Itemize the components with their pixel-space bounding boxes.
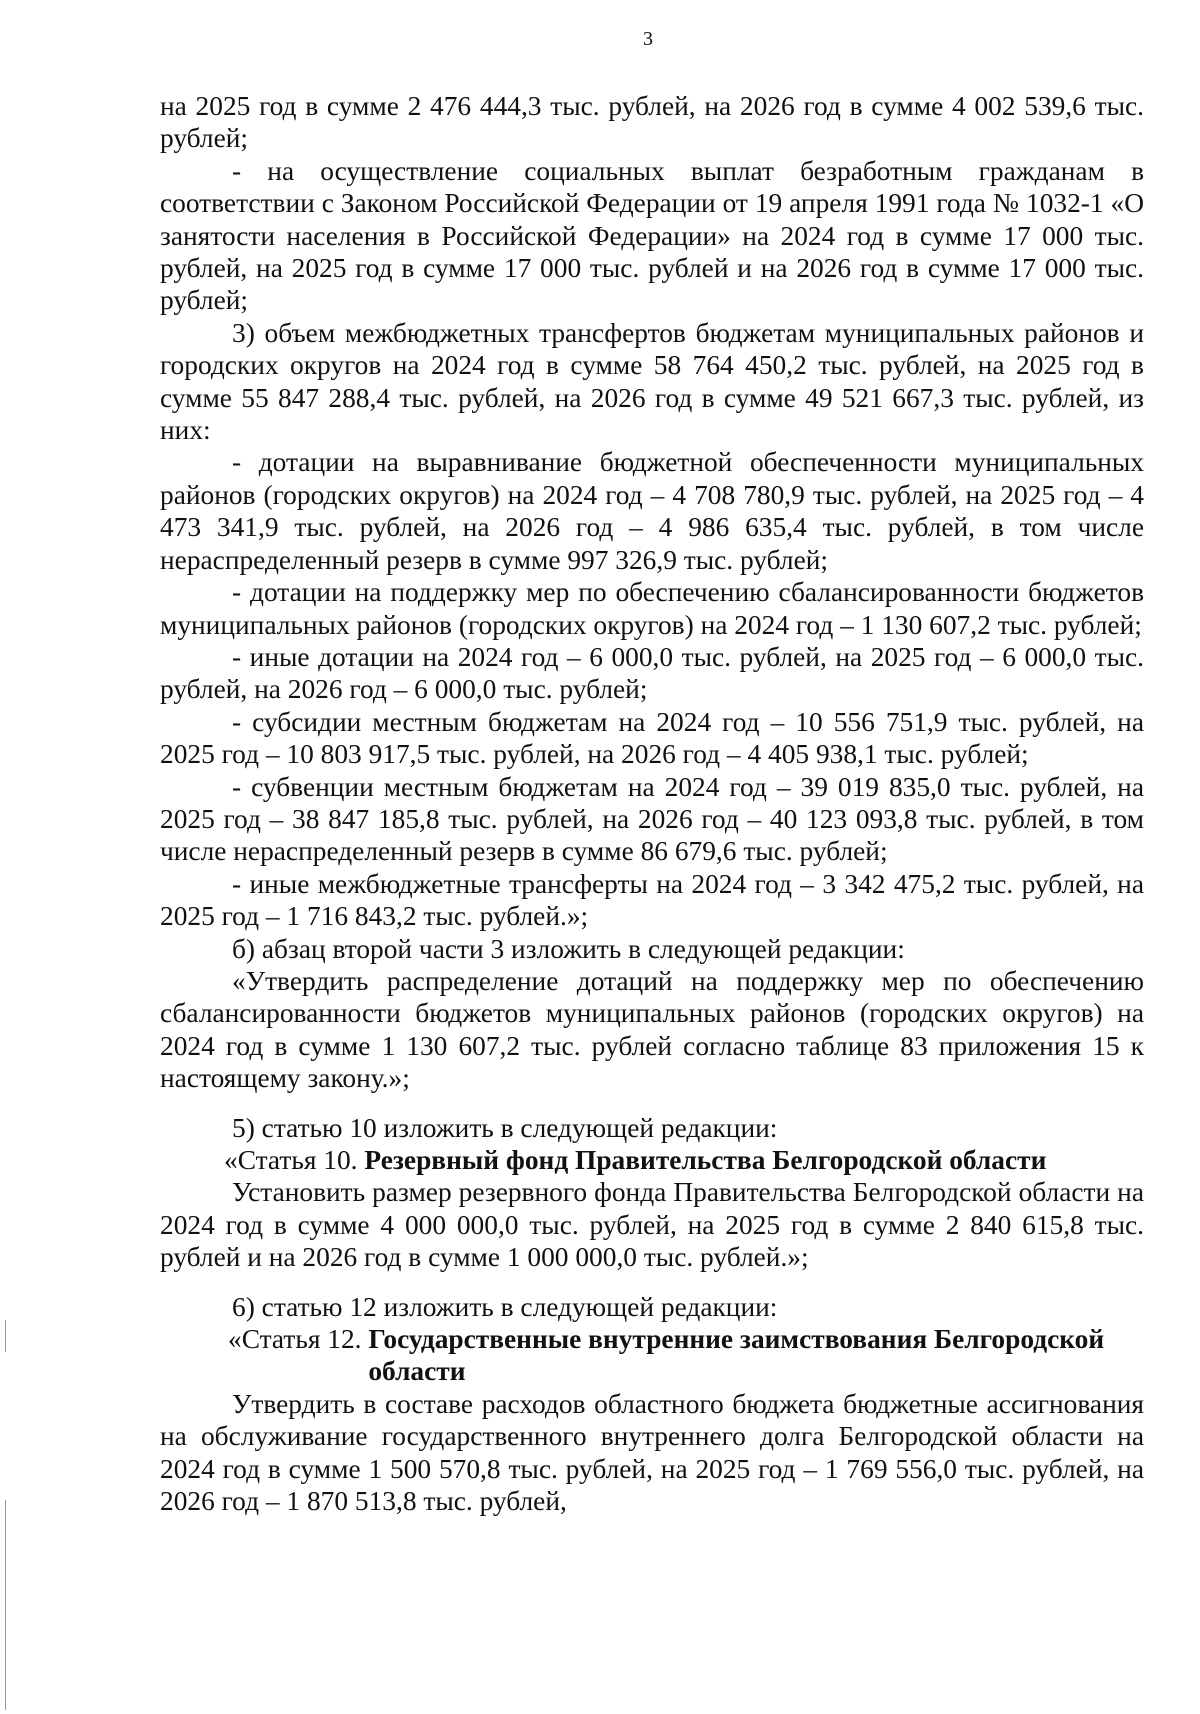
article-10-heading: [160, 1144, 1144, 1176]
page-number: 3: [643, 28, 653, 50]
paragraph-continuation: на 2025 год в сумме 2 476 444,3 тыс. рублей, на 2026 год в сумме 4 002 539,6 тыс. рублей;: [160, 91, 1144, 154]
article-10-title: Резервный фонд Правительства Белгородской области: [364, 1145, 1047, 1175]
article-10-prefix: «Статья 10.: [224, 1145, 358, 1175]
article-10-body: Установить размер резервного фонда Правительства Белгородской области на 2024 год в сумме 4 000 000,0 тыс. рублей, на 2025 год в сумме 2 840 615,8 тыс. рублей и на 2026 год в сумме 1 000 000,0 тыс. рублей.»;: [160, 1177, 1144, 1273]
scan-edge-mark: [5, 1320, 6, 1352]
article-12-body: Утвердить в составе расходов областного бюджета бюджетные ассигнования на обслуживание государственного внутреннего долга Белгородской области на 2024 год в сумме 1 500 570,8 тыс. рублей, на 2025 год – 1 769 556,0 тыс. рублей, на 2026 год – 1 870 513,8 тыс. рублей,: [160, 1388, 1144, 1517]
article-12-prefix: «Статья 12.: [228, 1324, 369, 1355]
scan-edge-mark: [5, 1500, 6, 1710]
article-12-heading: [160, 1323, 1144, 1388]
paragraph-other-transfers: - иные межбюджетные трансферты на 2024 год – 3 342 475,2 тыс. рублей, на 2025 год – 1 716 843,2 тыс. рублей.»;: [160, 868, 1144, 932]
paragraph-article-12-intro: 6) статью 12 изложить в следующей редакции:: [232, 1291, 778, 1322]
paragraph-subventions: - субвенции местным бюджетам на 2024 год – 39 019 835,0 тыс. рублей, на 2025 год – 38 847 185,8 тыс. рублей, на 2026 год – 40 123 093,8 тыс. рублей, в том числе нераспределенный резерв в сумме 86 679,6 тыс. рублей;: [160, 771, 1144, 867]
document-body: [160, 90, 1144, 1517]
paragraph-unemployment-payments: - на осуществление социальных выплат безработным гражданам в соответствии с Законом Российской Федерации от 19 апреля 1991 года № 1032-1 «О занятости населения в Российской Федерации» на 2024 год в сумме 17 000 тыс. рублей, на 2025 год в сумме 17 000 тыс. рублей и на 2026 год в сумме 17 000 тыс. рублей;: [160, 155, 1144, 316]
paragraph-approve-distribution: «Утвердить распределение дотаций на поддержку мер по обеспечению сбалансированности бюджетов муниципальных районов (городских округов) на 2024 год в сумме 1 130 607,2 тыс. рублей согласно таблице 83 приложения 15 к настоящему закону.»;: [160, 965, 1144, 1094]
paragraph-equalization-subsidies: - дотации на выравнивание бюджетной обеспеченности муниципальных районов (городских округов) на 2024 год – 4 708 780,9 тыс. рублей, на 2025 год – 4 473 341,9 тыс. рублей, на 2026 год – 4 986 635,4 тыс. рублей, в том числе нераспределенный резерв в сумме 997 326,9 тыс. рублей;: [160, 447, 1144, 575]
paragraph-amendment-b: б) абзац второй части 3 изложить в следующей редакции:: [232, 933, 905, 964]
paragraph-balance-subsidies: - дотации на поддержку мер по обеспечению сбалансированности бюджетов муниципальных районов (городских округов) на 2024 год – 1 130 607,2 тыс. рублей;: [160, 577, 1144, 640]
paragraph-article-10-intro: 5) статью 10 изложить в следующей редакции:: [232, 1112, 778, 1143]
article-12-title: Государственные внутренние заимствования Белгородской области: [368, 1324, 1105, 1387]
paragraph-local-subsidies: - субсидии местным бюджетам на 2024 год – 10 556 751,9 тыс. рублей, на 2025 год – 10 803 917,5 тыс. рублей, на 2026 год – 4 405 938,1 тыс. рублей;: [160, 706, 1144, 770]
paragraph-interbudget-transfers: 3) объем межбюджетных трансфертов бюджетам муниципальных районов и городских округов на 2024 год в сумме 58 764 450,2 тыс. рублей, на 2025 год в сумме 55 847 288,4 тыс. рублей, на 2026 год в сумме 49 521 667,3 тыс. рублей, из них:: [160, 317, 1144, 446]
paragraph-other-subsidies: - иные дотации на 2024 год – 6 000,0 тыс. рублей, на 2025 год – 6 000,0 тыс. рублей, на 2026 год – 6 000,0 тыс. рублей;: [160, 641, 1144, 705]
